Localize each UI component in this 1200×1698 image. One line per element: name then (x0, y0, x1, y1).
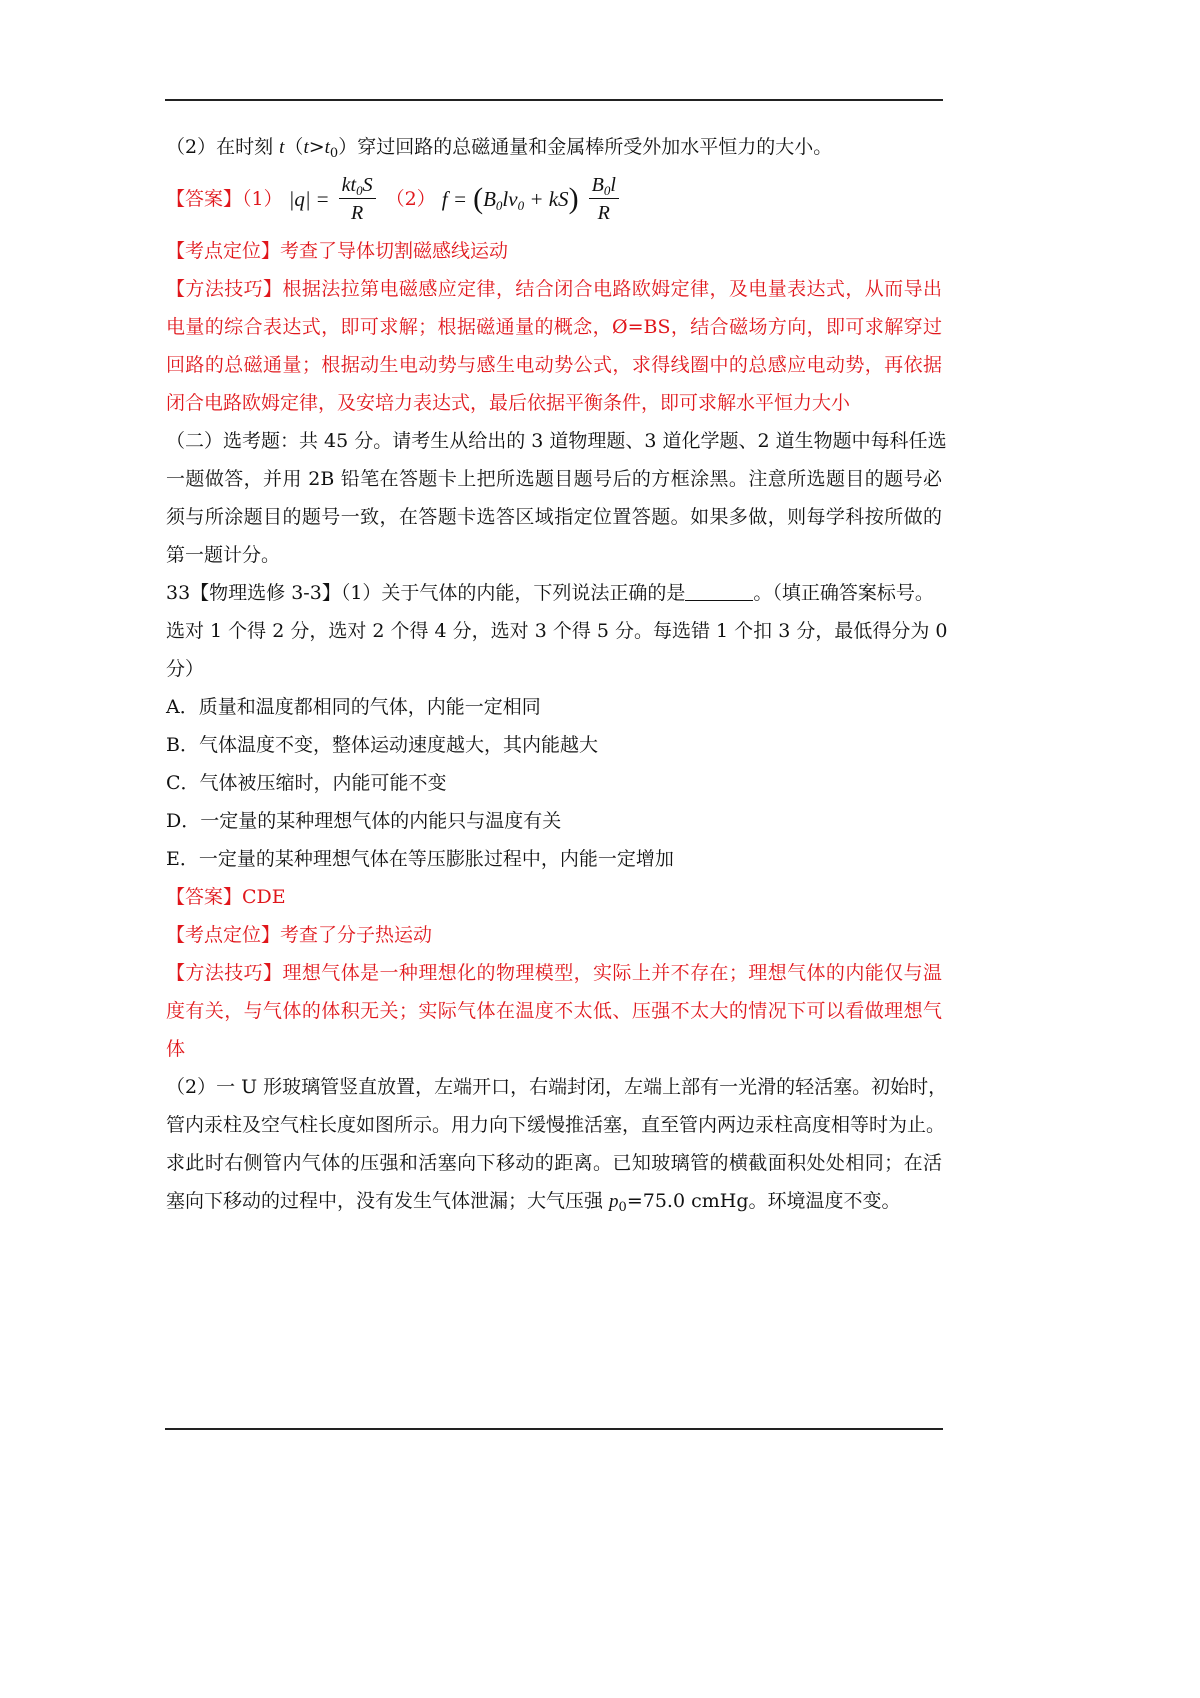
question-2-text: （2）在时刻 $t(t>t_0)$穿过回路的总磁通量和金属棒所受外加水平恒力的大小。 (166, 136, 833, 161)
fangfa-1-line: 闭合电路欧姆定律，及安培力表达式，最后依据平衡条件，即可求解水平恒力大小 (166, 392, 851, 414)
question-33-2-line: 求此时右侧管内气体的压强和活塞向下移动的距离。已知玻璃管的横截面积处处相同；在活 (166, 1152, 942, 1174)
answer-formula-line: 【答案】（1） |q| = $\frac{kt_0S}{R}$ （2） $f = (B_0lv_0 + kS)$ $\frac{B_0l}{R}$ (166, 166, 942, 230)
question-33-2-line: 管内汞柱及空气柱长度如图所示。用力向下缓慢推活塞，直至管内两边汞柱高度相等时为止。 (166, 1114, 946, 1136)
option-b: B．气体温度不变，整体运动速度越大，其内能越大 (166, 734, 598, 756)
section-2-line: （二）选考题：共 45 分。请考生从给出的 3 道物理题、3 道化学题、2 道生物题中每科任选 (166, 430, 947, 452)
kaodian-1: 【考点定位】考查了导体切割磁感线运动 (166, 240, 509, 262)
section-2-line: 一题做答，并用 2B 铅笔在答题卡上把所选题目题号后的方框涂黑。注意所选题目的题号必 (166, 468, 942, 490)
abs-q: |q| (288, 187, 311, 211)
option-a: A．质量和温度都相同的气体，内能一定相同 (166, 696, 541, 718)
fraction-force: $\frac{B_0l}{R}$ (589, 173, 619, 225)
fangfa-1-line: 【方法技巧】根据法拉第电磁感应定律，结合闭合电路欧姆定律，及电量表达式，从而导出 (166, 278, 942, 300)
fraction-charge: $\frac{kt_0S}{R}$ (339, 173, 376, 225)
footer-rule (165, 1428, 943, 1430)
question-33-scoring: 选对 1 个得 2 分，选对 2 个得 4 分，选对 3 个得 5 分。每选错 1 个扣 3 分，最低得分为 0 (166, 620, 948, 642)
fangfa-1-line: 电量的综合表达式，即可求解；根据磁通量的概念，Ø=BS，结合磁场方向，即可求解穿过 (166, 316, 942, 338)
question-33-stem: 33【物理选修 3-3】（1）关于气体的内能，下列说法正确的是 。（填正确答案标号。 (166, 582, 934, 604)
section-2-line: 第一题计分。 (166, 544, 281, 566)
section-2-line: 须与所涂题目的题号一致，在答题卡选答区域指定位置答题。如果多做，则每学科按所做的 (166, 506, 942, 528)
header-rule (165, 99, 943, 101)
answer-label: 【答案】 (166, 188, 243, 210)
question-33-2-last-line: 塞向下移动的过程中，没有发生气体泄漏；大气压强 $p_0=75.0$ cmHg。环境温度不变。 (166, 1190, 901, 1215)
answer-2: 【答案】CDE (166, 886, 286, 908)
question-33-2-line: （2）一 U 形玻璃管竖直放置，左端开口，右端封闭，左端上部有一光滑的轻活塞。初始时， (166, 1076, 948, 1098)
document-body (166, 128, 948, 1220)
option-d: D．一定量的某种理想气体的内能只与温度有关 (166, 810, 562, 832)
kaodian-2: 【考点定位】考查了分子热运动 (166, 924, 433, 946)
option-c: C．气体被压缩时，内能可能不变 (166, 772, 447, 794)
answer-blank (685, 582, 753, 601)
fangfa-2-line: 度有关，与气体的体积无关；实际气体在温度不太低、压强不太大的情况下可以看做理想气 (166, 1000, 942, 1022)
question-33-scoring-end: 分） (166, 658, 205, 680)
fangfa-2-line: 体 (166, 1038, 186, 1060)
option-e: E．一定量的某种理想气体在等压膨胀过程中，内能一定增加 (166, 848, 674, 870)
fangfa-2-line: 【方法技巧】理想气体是一种理想化的物理模型，实际上并不存在；理想气体的内能仅与温 (166, 962, 942, 984)
fangfa-1-line: 回路的总磁通量；根据动生电动势与感生电动势公式，求得线圈中的总感应电动势，再依据 (166, 354, 942, 376)
